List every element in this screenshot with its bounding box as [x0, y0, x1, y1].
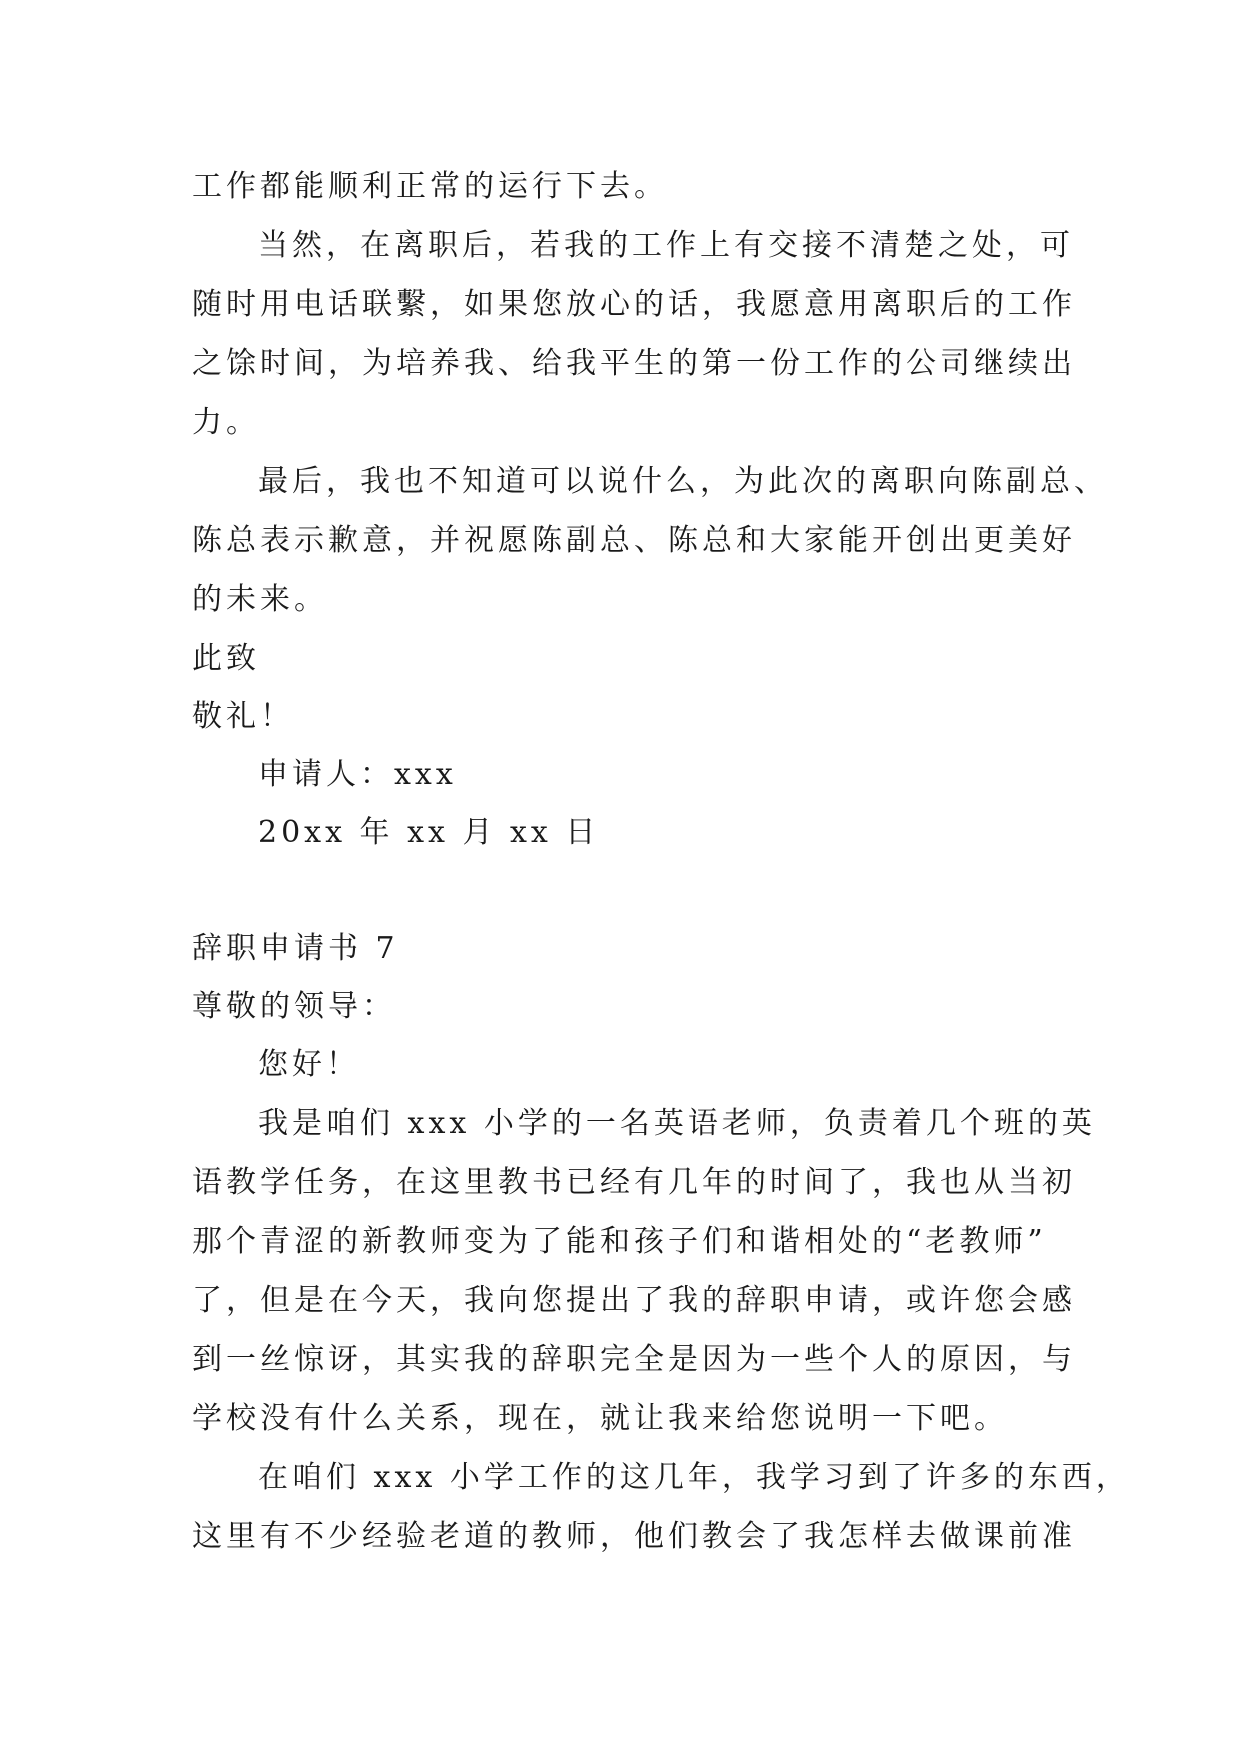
paragraph-line: 在咱们 xxx 小学工作的这几年，我学习到了许多的东西， — [258, 1460, 1130, 1495]
paragraph-line: 的未来。 — [192, 582, 328, 617]
paragraph-line: 语教学任务，在这里教书已经有几年的时间了，我也从当初 — [192, 1165, 1076, 1200]
paragraph-line: 这里有不少经验老道的教师，他们教会了我怎样去做课前准 — [192, 1519, 1076, 1554]
paragraph-line: 随时用电话联繫，如果您放心的话，我愿意用离职后的工作 — [192, 287, 1076, 322]
paragraph-line: 学校没有什么关系，现在，就让我来给您说明一下吧。 — [192, 1401, 1008, 1436]
paragraph-line: 了，但是在今天，我向您提出了我的辞职申请，或许您会感 — [192, 1283, 1076, 1318]
paragraph-line: 当然，在离职后，若我的工作上有交接不清楚之处，可 — [258, 228, 1074, 263]
paragraph-line: 陈总表示歉意，并祝愿陈副总、陈总和大家能开创出更美好 — [192, 523, 1076, 558]
paragraph-line: 工作都能顺利正常的运行下去。 — [192, 169, 668, 204]
greeting-line: 您好！ — [258, 1047, 360, 1082]
paragraph-line: 那个青涩的新教师变为了能和孩子们和谐相处的“老教师” — [192, 1224, 1047, 1259]
paragraph-line: 到一丝惊讶，其实我的辞职完全是因为一些个人的原因，与 — [192, 1342, 1076, 1377]
salutation-line: 敬礼！ — [192, 699, 294, 734]
applicant-line: 申请人：xxx — [258, 757, 457, 792]
paragraph-line: 我是咱们 xxx 小学的一名英语老师，负责着几个班的英 — [258, 1106, 1096, 1141]
paragraph-line: 力。 — [192, 405, 260, 440]
greeting-line: 尊敬的领导： — [192, 989, 396, 1024]
section-heading: 辞职申请书 7 — [192, 931, 399, 966]
paragraph-line: 最后，我也不知道可以说什么，为此次的离职向陈副总、 — [258, 464, 1108, 499]
date-line: 20xx 年 xx 月 xx 日 — [258, 815, 600, 850]
paragraph-line: 之馀时间，为培养我、给我平生的第一份工作的公司继续出 — [192, 346, 1076, 381]
closing-line: 此致 — [192, 641, 260, 676]
